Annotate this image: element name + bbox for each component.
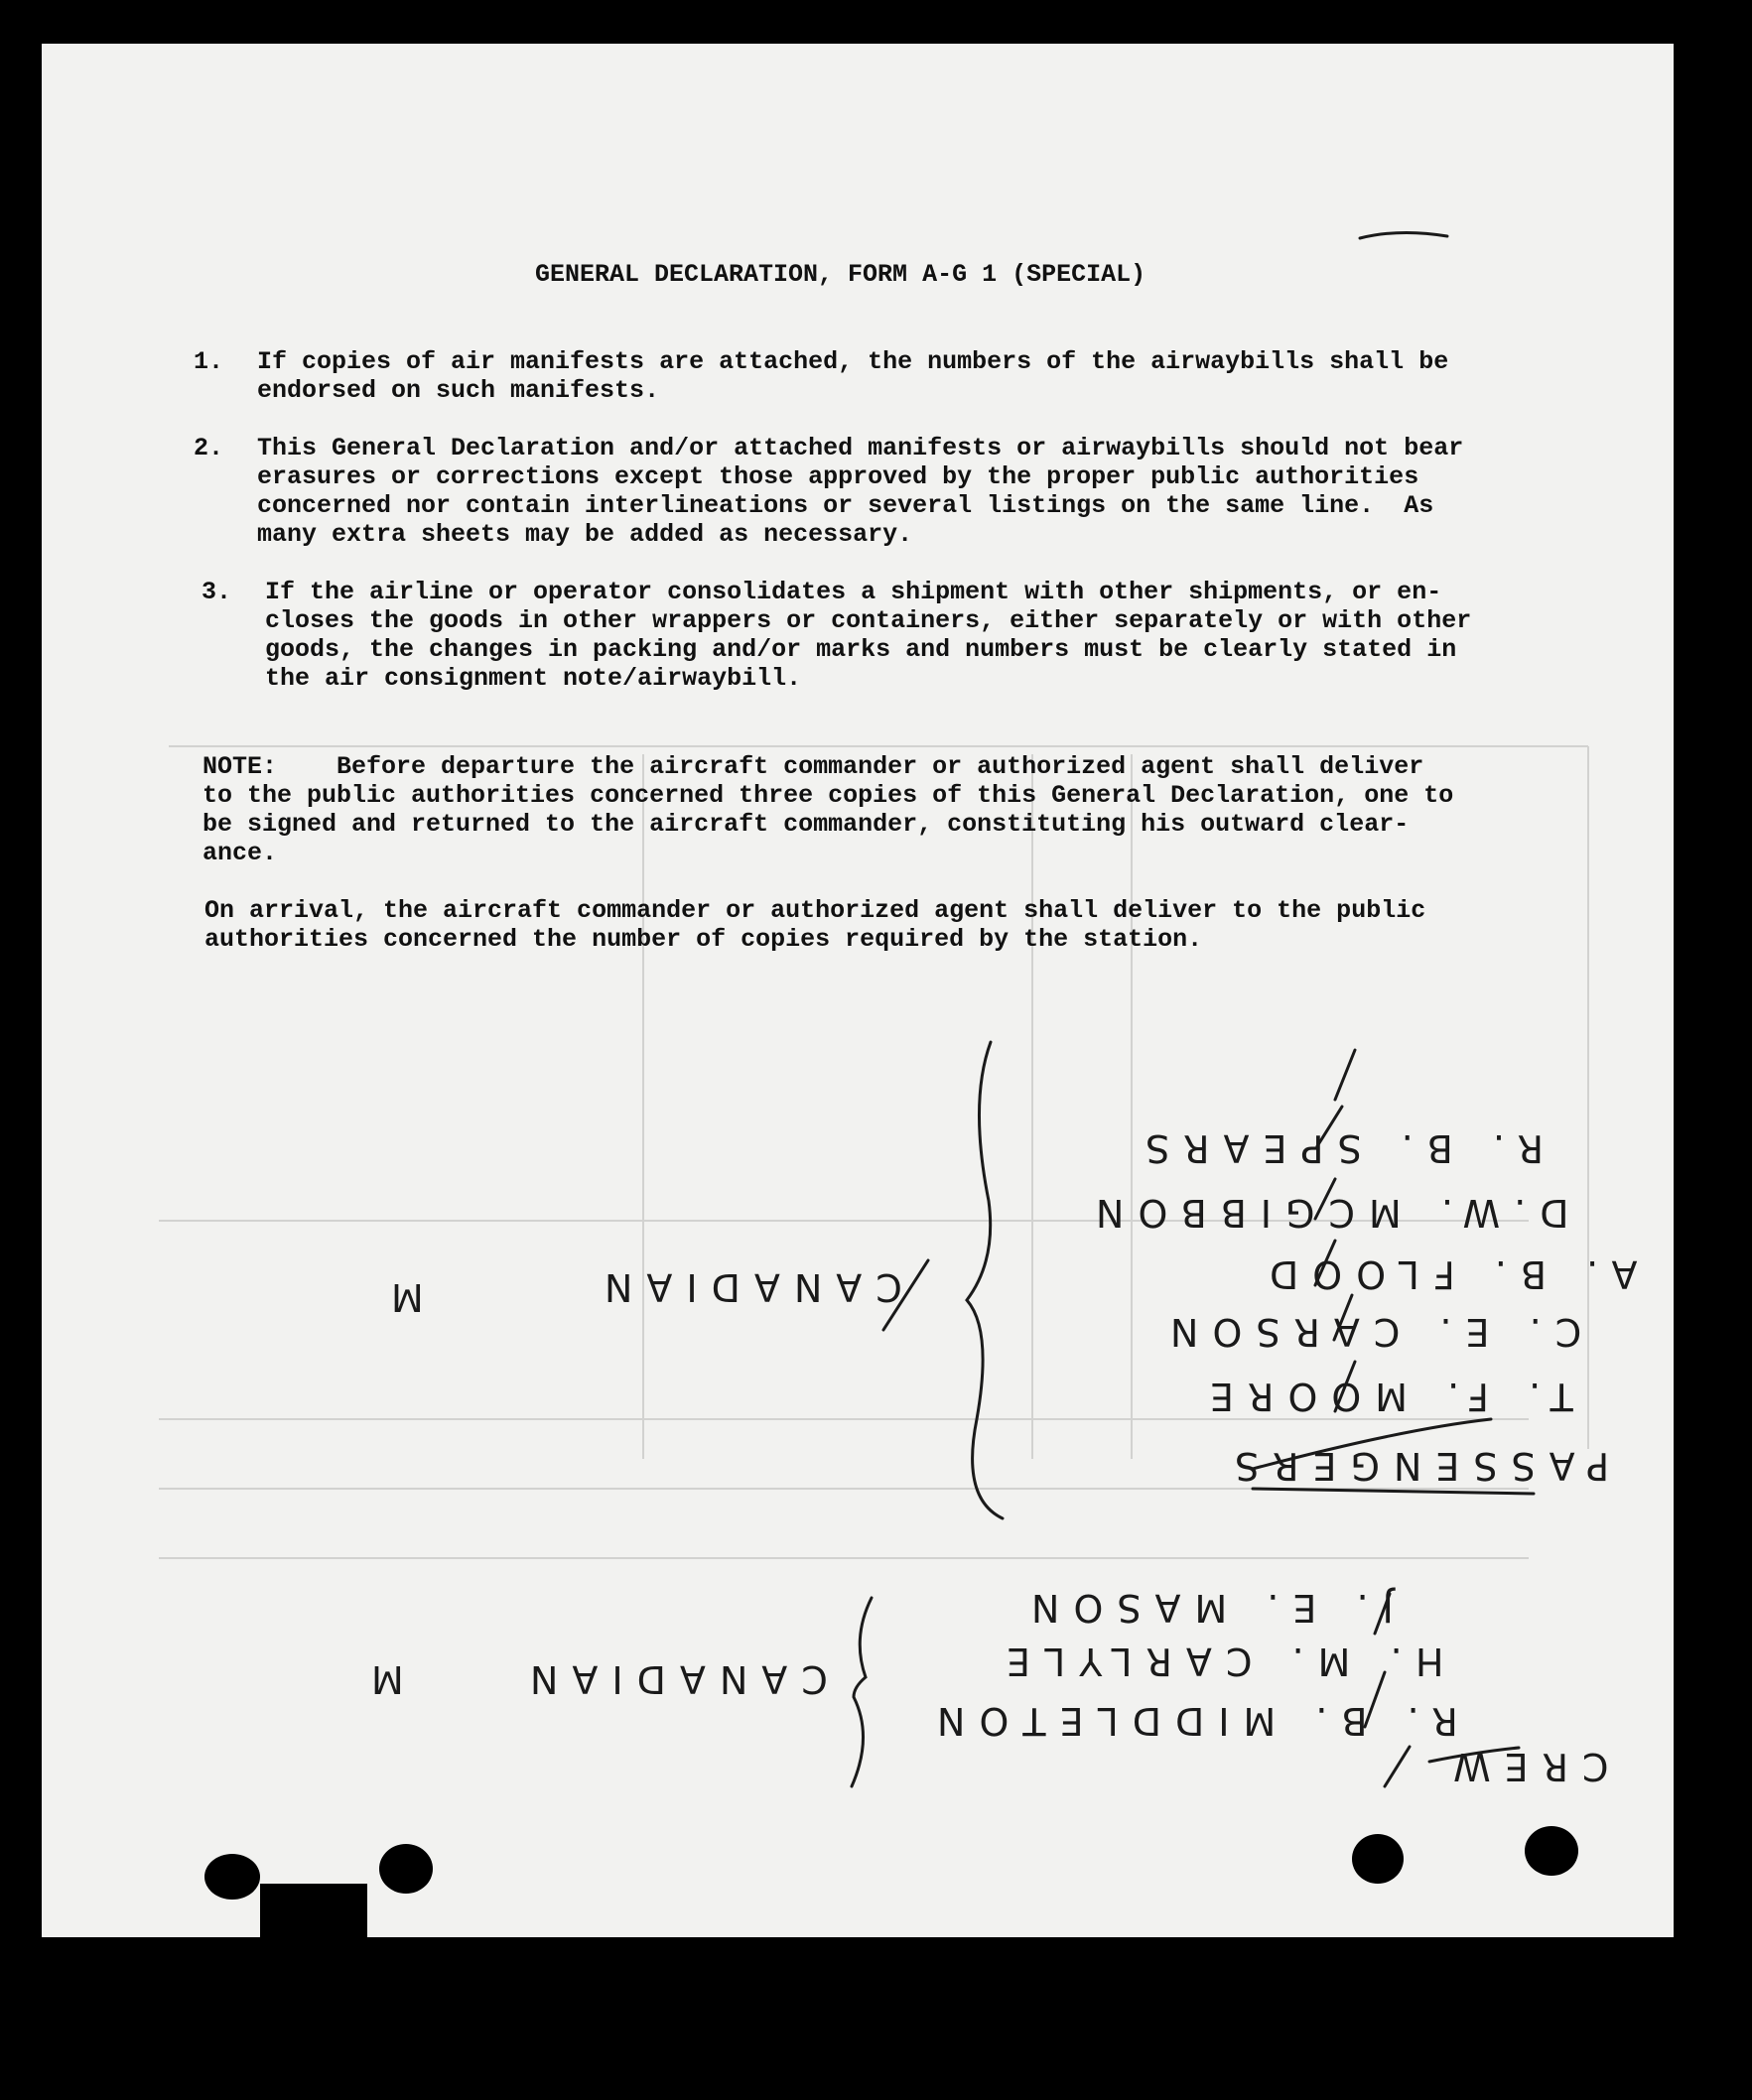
item-line: erasures or corrections except those approved by the proper public authorities <box>257 462 1419 491</box>
crew-brace <box>852 1598 872 1786</box>
tick <box>1335 1050 1355 1100</box>
item-number: 1. <box>194 347 224 376</box>
passenger-underline-1 <box>1253 1489 1534 1494</box>
item-line: the air consignment note/airwaybill. <box>265 664 802 693</box>
check-mark <box>1360 232 1447 238</box>
passengers-mark: M <box>377 1275 424 1319</box>
arrival-line: authorities concerned the number of copies required by the station. <box>204 925 1203 954</box>
torn-corner <box>260 1884 367 1937</box>
item-number: 2. <box>194 434 224 462</box>
item-line: If copies of air manifests are attached, the numbers of the airwaybills shall be <box>257 347 1449 376</box>
crew-mark: M <box>357 1657 404 1701</box>
item-line: many extra sheets may be added as necessary. <box>257 520 913 549</box>
note-line: NOTE: Before departure the aircraft commander or authorized agent shall deliver <box>202 752 1424 781</box>
crew-name: H. M. CARLYLE <box>993 1640 1444 1683</box>
crew-label: CREW <box>1439 1745 1609 1788</box>
item-number: 3. <box>202 578 232 606</box>
passengers-label: PASSENGERS <box>1221 1444 1610 1488</box>
crew-nationality: CANADIAN <box>516 1657 828 1701</box>
passengers-nationality: CANADIAN <box>591 1265 902 1309</box>
tick <box>1385 1747 1410 1786</box>
punch-hole <box>1352 1834 1404 1884</box>
item-line: concerned nor contain interlineations or several listings on the same line. As <box>257 491 1434 520</box>
form-title: GENERAL DECLARATION, FORM A-G 1 (SPECIAL) <box>535 260 1146 289</box>
item-line: closes the goods in other wrappers or containers, either separately or with other <box>265 606 1472 635</box>
crew-name: R. B. MIDDLETON <box>923 1699 1458 1743</box>
item-line: This General Declaration and/or attached manifests or airwaybills should not bear <box>257 434 1464 462</box>
punch-hole <box>379 1844 433 1894</box>
item-line: If the airline or operator consolidates a shipment with other shipments, or en- <box>265 578 1442 606</box>
item-line: endorsed on such manifests. <box>257 376 660 405</box>
note-line: be signed and returned to the aircraft commander, constituting his outward clear- <box>202 810 1410 839</box>
passenger-name: T. F. MOORE <box>1196 1375 1573 1418</box>
punch-hole <box>1525 1826 1578 1876</box>
arrival-line: On arrival, the aircraft commander or authorized agent shall deliver to the public <box>204 896 1426 925</box>
note-line: ance. <box>202 839 278 867</box>
passenger-name: A. B. FLOOD <box>1256 1252 1638 1296</box>
passenger-brace <box>967 1042 1003 1518</box>
punch-hole <box>204 1854 260 1900</box>
passenger-name: C. E. CARSON <box>1156 1310 1582 1354</box>
note-line: to the public authorities concerned three copies of this General Declaration, one to <box>202 781 1454 810</box>
item-line: goods, the changes in packing and/or marks and numbers must be clearly stated in <box>265 635 1457 664</box>
crew-name: J. E. MASON <box>1017 1586 1394 1630</box>
passenger-name: R. B. SPEARS <box>1132 1126 1544 1170</box>
passenger-name: D.W. MCGIBBON <box>1082 1191 1569 1235</box>
